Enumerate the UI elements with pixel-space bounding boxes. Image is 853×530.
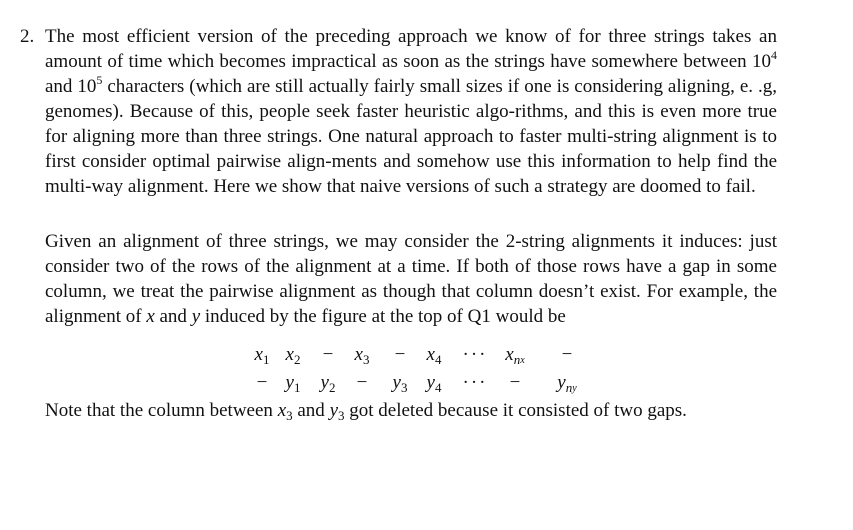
alignment-x-cell: $x_4$ xyxy=(426,344,442,367)
alignment-x-cell: $x_nx$ xyxy=(505,344,525,367)
alignment-row-y xyxy=(0,370,853,395)
alignment-y-cell: $y_2$ xyxy=(320,372,336,395)
alignment-x-cell: $x_3$ xyxy=(354,344,370,367)
alignment-y-cell: $y_ny$ xyxy=(557,372,577,395)
paragraph-induced-text-1: Given an alignment of three strings, we may consider the 2-string alignments it induces: just consider two of the rows of the alignment at a time. If both of those rows have a gap in some column, we treat the pairwise alignment as though that column doesn’t exist. For example, the alignment of xyxy=(45,231,777,327)
alignment-y-cell: $y_4$ xyxy=(426,372,442,395)
alignment-y-cell: $y_1$ xyxy=(285,372,301,395)
alignment-x-cell: − xyxy=(322,344,334,365)
paragraph-induced-alignments xyxy=(45,229,777,329)
exponent-4: 4 xyxy=(771,47,777,62)
math-variable-y3: $y_3$ xyxy=(329,400,345,423)
alignment-x-cell: ··· xyxy=(462,344,488,365)
alignment-y-cell: − xyxy=(356,372,368,393)
alignment-x-cell: $x_1$ xyxy=(254,344,270,367)
math-variable-x: x xyxy=(146,306,155,327)
alignment-x-cell: $x_2$ xyxy=(285,344,301,367)
paragraph-induced-text-3: induced by the figure at the top of Q1 would be xyxy=(200,306,566,327)
paragraph-intro xyxy=(45,24,777,199)
paragraph-intro-text-3: characters (which are still actually fairly small sizes if one is considering aligning, e. .g, genomes). Because of this, people seek faster heuristic algo-rithms, and this is even more true for aligning more than three strings. One natural approach to faster multi-string alignment is to first consider optimal pairwise align-ments and somehow use this information to help find the multi-way alignment. Here we show that naive versions of such a strategy are doomed to fail. xyxy=(45,76,777,197)
alignment-row-x xyxy=(0,342,853,367)
alignment-y-cell: − xyxy=(256,372,268,393)
alignment-x-cell: − xyxy=(561,344,573,365)
exponent-5: 5 xyxy=(96,72,103,87)
item-number: 2. xyxy=(20,26,35,47)
paragraph-intro-text-2: and 10 xyxy=(45,76,97,97)
paragraph-intro-text-1: The most efficient version of the preceding approach we know of for three strings takes an amount of time which becomes impractical as soon as the strings have somewhere between 10 xyxy=(45,26,777,72)
alignment-y-cell: $y_3$ xyxy=(392,372,408,395)
alignment-x-cell: − xyxy=(394,344,406,365)
alignment-y-cell: ··· xyxy=(462,372,488,393)
paragraph-note-text-1: Note that the column between xyxy=(45,400,278,421)
math-variable-y: y xyxy=(191,306,201,327)
paragraph-note-text-3: got deleted because it consisted of two gaps. xyxy=(344,400,687,421)
paragraph-note-text-2: and xyxy=(292,400,330,421)
math-variable-x3: $x_3$ xyxy=(277,400,293,423)
paragraph-note xyxy=(45,398,777,423)
paragraph-induced-text-2: and xyxy=(154,306,192,327)
alignment-y-cell: − xyxy=(509,372,521,393)
